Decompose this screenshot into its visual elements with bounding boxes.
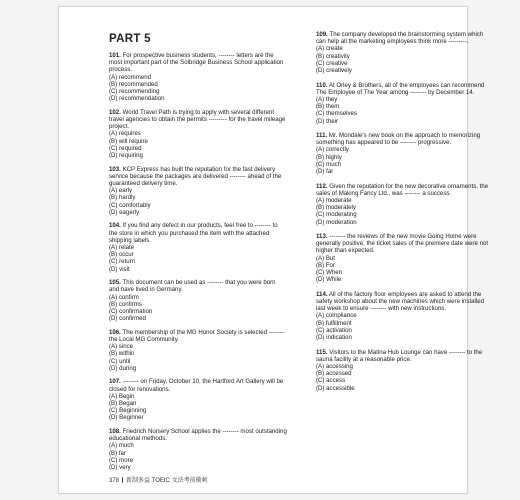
answer-option: (A) early: [109, 187, 133, 195]
answer-option: (D) accessible: [316, 384, 355, 392]
question-item: [316, 183, 494, 226]
answer-option: (A) compliance: [316, 312, 357, 320]
question-item: [109, 166, 287, 216]
answer-option: (C) comfortably: [109, 201, 151, 209]
answer-option: (C) return: [109, 258, 136, 266]
question-item: [316, 291, 494, 341]
answer-option: (D) moderation: [316, 218, 357, 226]
answer-option: (C) until: [109, 357, 131, 365]
answer-option: (C) creative: [316, 59, 348, 67]
question-item: [316, 132, 494, 175]
answer-option: (A) relate: [109, 244, 135, 252]
question-stem: [316, 291, 494, 313]
left-column: [109, 33, 287, 478]
answer-option: (A) they: [316, 95, 338, 103]
answer-option: (A) confirm: [109, 293, 139, 301]
answer-option: (C) required: [109, 144, 142, 152]
question-text: Given the reputation for the new decorative ornaments, the sales of Making Fancy Ltd., was -------- a success.: [316, 182, 489, 197]
answer-option: (B) moderately: [316, 204, 356, 212]
answer-option: (D) requiring: [109, 152, 143, 160]
answer-option: (C) much: [316, 160, 342, 168]
question-stem: [316, 349, 494, 363]
answer-option: (D) far: [316, 168, 334, 176]
question-number: 113.: [316, 233, 328, 241]
question-number: 109.: [316, 31, 328, 38]
question-text: -------- the reviews of the new movie Going Home were generally positive, the ticket sales of the premiere date were not higher than expected.: [316, 233, 489, 255]
answer-option: (A) But: [316, 254, 335, 262]
question-text: At Orley & Brothers, all of the employees can recommend The Employee of The Year among -------- by December 14.: [316, 81, 485, 96]
question-number: 103.: [109, 165, 121, 173]
answer-option: (B) accessed: [316, 370, 352, 378]
question-number: 111.: [316, 132, 328, 140]
question-list-left: [109, 52, 287, 471]
answer-option: (D) very: [109, 464, 131, 472]
answer-option: (B) within: [109, 350, 135, 358]
question-stem: [316, 233, 494, 255]
book-title: 新制多益 TOEIC 文法考前衝刺: [126, 478, 208, 484]
question-text: Friedrich Nursery School applies the -------- most outstanding educational methods.: [109, 428, 287, 443]
answer-option: (D) during: [109, 364, 137, 372]
question-number: 101.: [109, 52, 121, 59]
question-item: [109, 279, 287, 322]
question-text: If you find any defect in our products, feel free to -------- to the store in which you purchased the item with the attached shipping labels.: [109, 222, 278, 244]
question-item: [109, 222, 287, 272]
question-stem: [109, 329, 287, 343]
question-number: 115.: [316, 348, 328, 356]
question-number: 102.: [109, 108, 121, 116]
answer-option: (A) Begin: [109, 392, 135, 400]
question-number: 108.: [109, 428, 121, 436]
question-stem: [316, 183, 494, 197]
answer-option: (D) indication: [316, 334, 352, 341]
question-text: Visitors to the Matina Hub Lounge can have -------- to the sauna facility at a reasonable price.: [316, 348, 483, 363]
question-stem: [109, 52, 287, 74]
answer-option: (B) far: [109, 449, 126, 457]
question-stem: [109, 279, 287, 293]
question-number: 105.: [109, 279, 121, 287]
answer-option: (D) eagerly: [109, 208, 140, 216]
question-stem: [316, 132, 494, 146]
question-item: [316, 82, 494, 125]
question-stem: [109, 222, 287, 244]
question-stem: [109, 166, 287, 188]
answer-option: (D) While: [316, 276, 342, 284]
question-text: The membership of the MG Honor Society is selected -------- the Local MG Community.: [109, 328, 286, 344]
answer-option: (C) access: [316, 377, 346, 385]
answer-option: (B) hardly: [109, 194, 136, 202]
question-item: [316, 233, 494, 283]
answer-option: (D) their: [316, 117, 339, 125]
answer-option: (A) requires: [109, 130, 141, 138]
question-text: The company developed the brainstorming system which can help all the marketing employees think more ---------.: [316, 31, 484, 46]
question-item: [316, 349, 494, 392]
page-footer: [109, 475, 208, 484]
question-text: All of the factory floor employees are asked to attend the safety workshop about the new machines which were installed last week to ensure -------- with new instructions.: [316, 290, 485, 313]
answer-option: (D) Beginner: [109, 414, 144, 422]
answer-option: (B) will require: [109, 137, 148, 145]
answer-option: (C) activation: [316, 326, 352, 334]
question-stem: [109, 109, 287, 131]
question-item: [109, 329, 287, 372]
answer-option: (B) them: [316, 103, 340, 111]
page-number: 378: [109, 478, 120, 484]
answer-option: (C) confirmation: [109, 308, 153, 316]
answer-option: (B) confirms: [109, 300, 142, 308]
answer-option: (A) create: [316, 45, 343, 53]
question-item: [109, 109, 287, 159]
question-item: [109, 52, 287, 102]
right-column: [316, 31, 494, 399]
answer-option: (B) occur: [109, 251, 134, 259]
question-number: 107.: [109, 378, 121, 386]
answer-option: (B) For: [316, 261, 335, 269]
answer-option: (D) creatively: [316, 67, 352, 75]
answer-option: (D) visit: [109, 265, 130, 273]
answer-option: (C) moderating: [316, 211, 357, 219]
part-title: PART 5: [109, 33, 151, 45]
question-item: [316, 31, 494, 74]
question-stem: [316, 31, 494, 45]
question-stem: [316, 82, 494, 96]
question-text: -------- on Friday, October 10, the Hartford Art Gallery will be closed for renovations.: [109, 378, 284, 393]
question-list-right: [316, 31, 494, 392]
answer-option: (B) creativity: [316, 52, 350, 60]
answer-option: (C) When: [316, 269, 343, 277]
answer-option: (C) more: [109, 456, 134, 464]
footer-divider: [122, 477, 123, 483]
question-number: 112.: [316, 182, 328, 190]
answer-option: (B) recommended: [109, 80, 158, 88]
question-stem: [109, 378, 287, 392]
question-text: KCP Express has built the reputation for the fast delivery service because the packages are delivered -------- ahead of the guaranteed delivery time.: [109, 165, 282, 188]
book-page: [58, 6, 489, 494]
question-item: [109, 428, 287, 471]
answer-option: (C) Beginning: [109, 407, 147, 415]
question-number: 104.: [109, 222, 121, 230]
question-stem: [109, 428, 287, 442]
answer-option: (A) accessing: [316, 362, 353, 370]
answer-option: (B) fulfillment: [316, 319, 352, 327]
question-text: World Travel Path is trying to apply with several different travel agencies to obtain the permits --------- for the travel mileage project.: [109, 108, 286, 131]
answer-option: (A) much: [109, 442, 134, 450]
question-text: This document can be used as -------- that you were born and have lived in Germany.: [109, 279, 276, 294]
answer-option: (A) correctly: [316, 146, 349, 154]
question-item: [109, 378, 287, 421]
answer-option: (B) Began: [109, 400, 137, 408]
question-number: 106.: [109, 328, 121, 336]
answer-option: (C) recommending: [109, 88, 160, 96]
answer-option: (D) confirmed: [109, 315, 146, 323]
answer-option: (A) recommend: [109, 73, 151, 81]
question-text: Mr. Mondale's new book on the approach to memorizing something has appeared to be -------- progressive.: [316, 132, 481, 147]
answer-option: (D) recommendation: [109, 95, 165, 103]
question-number: 110.: [316, 81, 328, 89]
answer-option: (B) highly: [316, 153, 342, 161]
answer-option: (A) since: [109, 343, 134, 351]
question-text: For prospective business students, -------- letters are the most important part of the Solbridge Business School application process.: [109, 52, 284, 74]
answer-option: (A) moderate: [316, 196, 352, 204]
answer-option: (C) themselves: [316, 110, 357, 118]
question-number: 114.: [316, 290, 328, 298]
